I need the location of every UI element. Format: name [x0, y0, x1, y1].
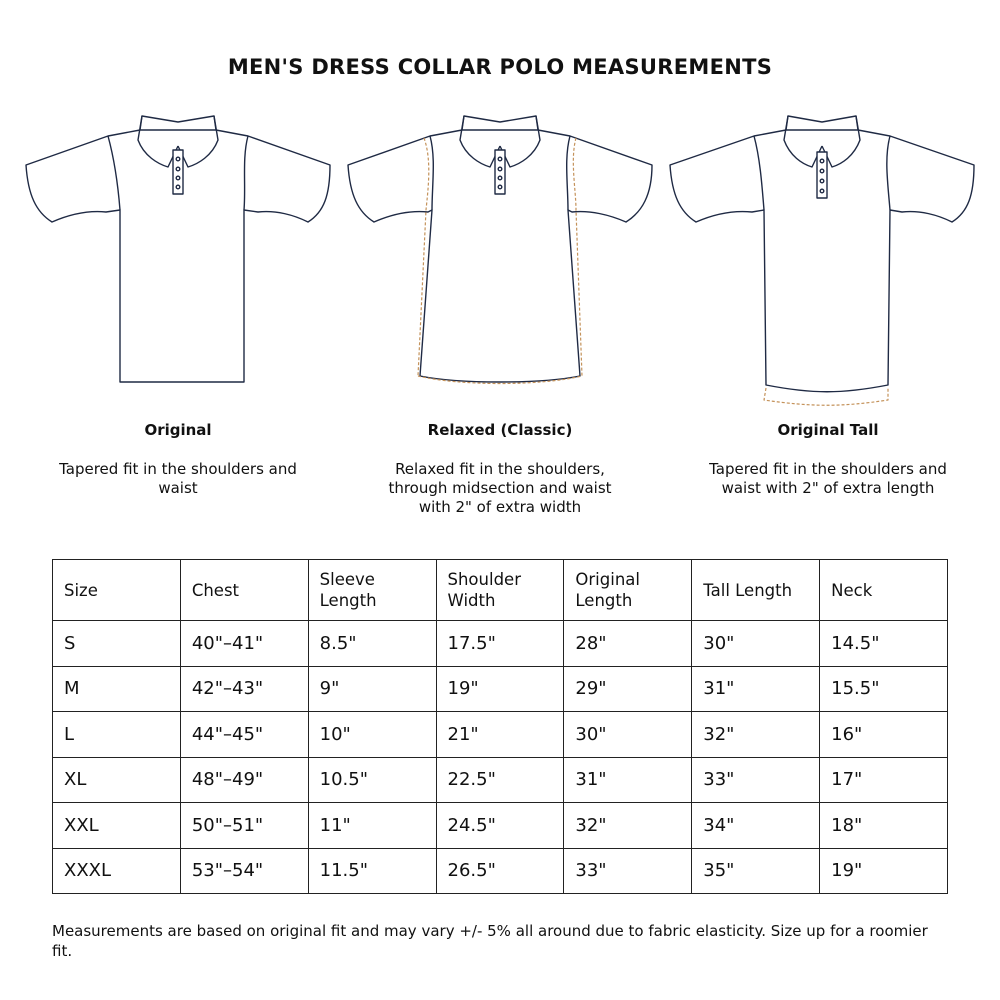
fit-tall: [703, 421, 953, 498]
fit-description: Relaxed fit in the shoulders, through midsection and waist with 2" of extra width: [388, 460, 612, 516]
table-row: [53, 621, 948, 667]
table-row: [53, 666, 948, 712]
cell-neck: 15.5": [820, 666, 948, 712]
cell-size: S: [53, 621, 181, 667]
cell-tall-length: 33": [692, 757, 820, 803]
cell-size: XXL: [53, 803, 181, 849]
cell-chest: 48"–49": [180, 757, 308, 803]
header-size: Size: [53, 560, 181, 621]
footnote: Measurements are based on original fit and may vary +/- 5% all around due to fabric elasticity. Size up for a roomier fit.: [52, 922, 928, 960]
header-shoulder-width: Shoulder Width: [436, 560, 564, 621]
size-chart-table: [52, 559, 948, 894]
cell-original-length: 30": [564, 712, 692, 758]
cell-original-length: 29": [564, 666, 692, 712]
cell-chest: 53"–54": [180, 848, 308, 894]
table-header-row: [53, 560, 948, 621]
cell-chest: 44"–45": [180, 712, 308, 758]
cell-tall-length: 32": [692, 712, 820, 758]
polo-shirt-original-icon: [18, 110, 338, 410]
cell-chest: 50"–51": [180, 803, 308, 849]
cell-shoulder-width: 24.5": [436, 803, 564, 849]
fit-original: [53, 421, 303, 498]
cell-size: XXXL: [53, 848, 181, 894]
cell-size: L: [53, 712, 181, 758]
cell-tall-length: 30": [692, 621, 820, 667]
cell-neck: 19": [820, 848, 948, 894]
cell-tall-length: 34": [692, 803, 820, 849]
fit-description: Tapered fit in the shoulders and waist with 2" of extra length: [709, 460, 947, 497]
cell-shoulder-width: 19": [436, 666, 564, 712]
cell-tall-length: 31": [692, 666, 820, 712]
header-tall-length: Tall Length: [692, 560, 820, 621]
polo-shirt-tall-icon: [662, 110, 982, 410]
cell-neck: 14.5": [820, 621, 948, 667]
cell-sleeve-length: 10": [308, 712, 436, 758]
cell-original-length: 28": [564, 621, 692, 667]
cell-size: XL: [53, 757, 181, 803]
header-chest: Chest: [180, 560, 308, 621]
cell-sleeve-length: 11": [308, 803, 436, 849]
fit-name: Original Tall: [777, 421, 879, 439]
fit-name: Original: [144, 421, 212, 439]
cell-shoulder-width: 17.5": [436, 621, 564, 667]
header-original-length: Original Length: [564, 560, 692, 621]
cell-neck: 17": [820, 757, 948, 803]
cell-chest: 40"–41": [180, 621, 308, 667]
page-title: MEN'S DRESS COLLAR POLO MEASUREMENTS: [227, 55, 773, 79]
cell-size: M: [53, 666, 181, 712]
cell-chest: 42"–43": [180, 666, 308, 712]
polo-shirt-relaxed-icon: [340, 110, 660, 410]
cell-sleeve-length: 10.5": [308, 757, 436, 803]
cell-neck: 18": [820, 803, 948, 849]
fit-relaxed: [375, 421, 625, 517]
header-neck: Neck: [820, 560, 948, 621]
cell-original-length: 31": [564, 757, 692, 803]
cell-shoulder-width: 26.5": [436, 848, 564, 894]
table-row: [53, 712, 948, 758]
fit-description: Tapered fit in the shoulders and waist: [59, 460, 297, 497]
table-row: [53, 803, 948, 849]
table-row: [53, 757, 948, 803]
cell-sleeve-length: 8.5": [308, 621, 436, 667]
fit-name: Relaxed (Classic): [427, 421, 573, 439]
cell-shoulder-width: 21": [436, 712, 564, 758]
cell-original-length: 33": [564, 848, 692, 894]
header-sleeve-length: Sleeve Length: [308, 560, 436, 621]
table-row: [53, 848, 948, 894]
cell-shoulder-width: 22.5": [436, 757, 564, 803]
cell-sleeve-length: 11.5": [308, 848, 436, 894]
cell-neck: 16": [820, 712, 948, 758]
cell-original-length: 32": [564, 803, 692, 849]
cell-sleeve-length: 9": [308, 666, 436, 712]
cell-tall-length: 35": [692, 848, 820, 894]
